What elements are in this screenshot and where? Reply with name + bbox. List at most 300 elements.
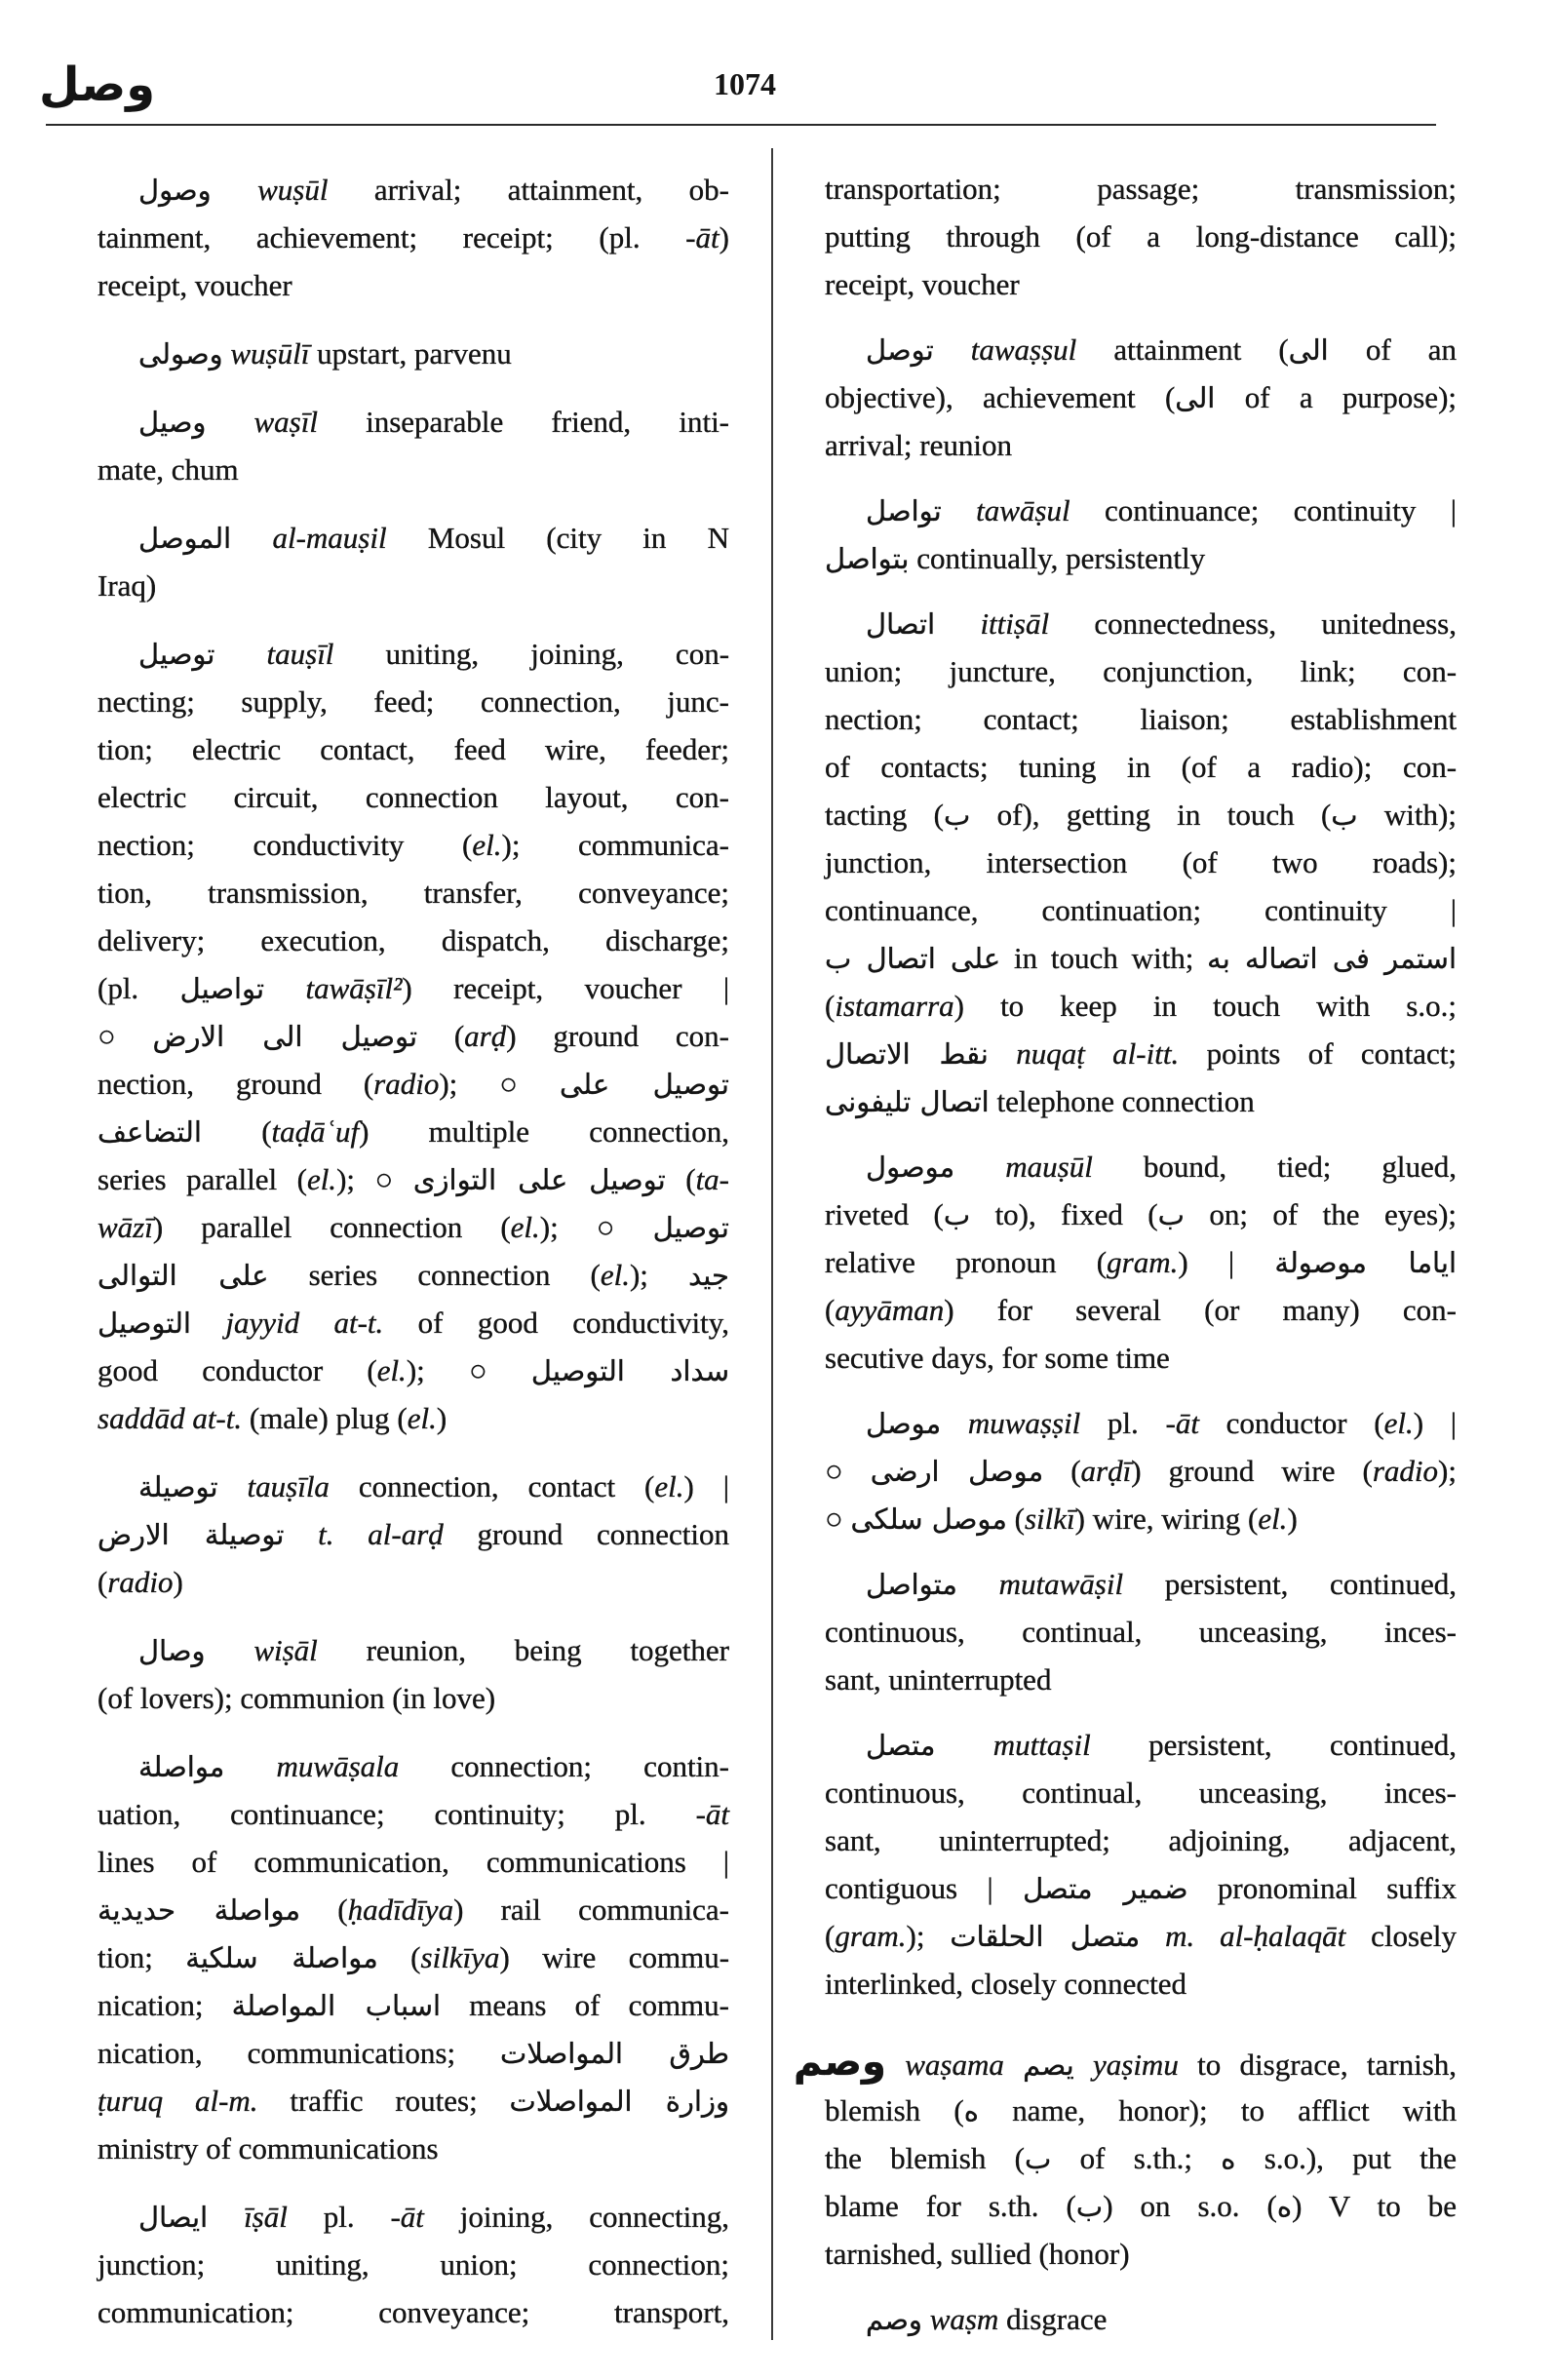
entry-line <box>97 214 729 261</box>
dictionary-entry <box>825 1399 1457 1542</box>
entry-line <box>97 1510 729 1558</box>
line-text <box>825 1030 1457 1078</box>
entry-line <box>825 1334 1457 1382</box>
transliteration: ayyāman <box>835 1293 945 1327</box>
text-run: good conductor ( <box>97 1353 377 1387</box>
arabic-term: الى <box>1175 381 1216 414</box>
text-run: ground connection <box>443 1517 730 1551</box>
dictionary-entry <box>825 487 1457 582</box>
arabic-term: توصيلة الارض <box>97 1518 285 1551</box>
line-text <box>794 2039 1457 2089</box>
left-column <box>97 166 729 2336</box>
entry-line <box>825 373 1457 421</box>
text-run: ) <box>1287 1502 1298 1536</box>
running-head-root-word: وصل <box>39 58 156 112</box>
arabic-term: ايصال <box>138 2201 209 2234</box>
arabic-term: ب <box>1157 1198 1185 1231</box>
arabic-term: وصال <box>138 1634 206 1667</box>
arabic-term: التضاعف <box>97 1115 202 1149</box>
line-text <box>97 1346 729 1395</box>
transliteration: arḍ <box>464 1019 507 1053</box>
transliteration: -āt <box>390 2200 424 2234</box>
transliteration: t. al-arḍ <box>318 1517 444 1551</box>
text-run: riveted ( <box>825 1197 944 1231</box>
line-text <box>866 1399 1457 1448</box>
transliteration: muttaṣil <box>992 1728 1091 1762</box>
dictionary-entry <box>97 1742 729 2172</box>
dictionary-entry <box>97 166 729 309</box>
text-run: means of commu- <box>441 1988 729 2022</box>
text-run: connectedness, unitedness, <box>1049 606 1457 641</box>
text-run: series parallel ( <box>97 1162 307 1196</box>
text-run: continuance; continuity | <box>1070 493 1457 527</box>
text-run: ( <box>377 1940 421 1974</box>
line-text <box>825 1334 1170 1382</box>
line-text <box>97 1933 729 1982</box>
transliteration: tauṣīla <box>247 1469 330 1503</box>
text-run: ( <box>300 1892 348 1927</box>
line-text <box>825 260 1020 308</box>
text-run: relative pronoun ( <box>825 1245 1108 1279</box>
entry-line <box>138 1626 729 1674</box>
entry-line <box>825 260 1457 308</box>
arabic-term: مواصلة سلكية <box>185 1941 378 1974</box>
transliteration: gram. <box>835 1919 907 1953</box>
transliteration: gram. <box>1107 1245 1179 1279</box>
transliteration: muwāṣala <box>276 1749 400 1783</box>
entry-line <box>97 2125 729 2172</box>
line-text <box>825 2230 1130 2278</box>
entry-line <box>866 2295 1457 2343</box>
entry-line <box>825 886 1457 934</box>
line-text <box>825 2134 1457 2183</box>
line-text <box>97 1790 729 1838</box>
arabic-term: وصيل <box>138 406 207 439</box>
text-run: ( <box>825 989 836 1023</box>
entry-line <box>97 2288 729 2336</box>
arabic-term: يصم <box>1023 2048 1074 2082</box>
entry-line <box>825 2182 1457 2230</box>
text-run: ); ○ <box>336 1162 413 1196</box>
text-run: nection; conductivity ( <box>97 828 473 862</box>
text-run: on; of the eyes); <box>1184 1197 1457 1231</box>
transliteration: saddād at-t. <box>97 1401 243 1435</box>
arabic-term: نقط الاتصال <box>825 1037 989 1071</box>
transliteration: tawaṣṣul <box>970 332 1077 367</box>
text-run: persistent, continued, <box>1123 1567 1457 1601</box>
text-run: ( <box>1043 1454 1081 1488</box>
entry-line <box>97 917 729 964</box>
text-run: ); ○ <box>439 1067 561 1101</box>
text-run: receipt, voucher <box>825 267 1020 301</box>
transliteration: silkīya <box>420 1940 500 1974</box>
entry-line <box>825 1864 1457 1912</box>
text-run: lines of communication, communications | <box>97 1845 729 1879</box>
text-run: with); <box>1357 798 1457 832</box>
entry-line <box>825 1816 1457 1864</box>
transliteration: el. <box>1383 1406 1414 1440</box>
line-text <box>97 1251 729 1300</box>
text-run: electric circuit, connection layout, con- <box>97 780 730 814</box>
arabic-term: تواصل <box>866 494 942 527</box>
entry-line <box>825 1495 1457 1542</box>
header-rule <box>46 124 1436 126</box>
line-text <box>825 534 1205 583</box>
transliteration: radio <box>1372 1454 1439 1488</box>
text-run: in touch with; <box>1000 941 1208 975</box>
line-text <box>138 398 729 447</box>
line-text <box>866 2295 1107 2344</box>
text-run: tion, transmission, transfer, conveyance; <box>97 876 729 910</box>
text-run: inseparable friend, inti- <box>317 405 729 439</box>
entry-line <box>97 1108 729 1155</box>
line-text <box>97 1674 495 1722</box>
entry-line <box>825 2134 1457 2182</box>
transliteration: -āt <box>685 220 720 254</box>
text-run: ); <box>906 1919 951 1953</box>
text-run: persistent, continued, <box>1090 1728 1458 1762</box>
arabic-term: بتواصل <box>825 542 910 575</box>
transliteration: muwaṣṣil <box>967 1406 1081 1440</box>
entry-line <box>138 1742 729 1790</box>
text-run: ( <box>97 1565 108 1599</box>
text-run: pronominal suffix <box>1187 1871 1458 1905</box>
text-run: continuous, continual, unceasing, inces- <box>825 1775 1457 1810</box>
dictionary-entry <box>825 165 1457 308</box>
arabic-term: وصم <box>866 2303 922 2336</box>
dictionary-entry <box>825 326 1457 469</box>
entry-line <box>97 1203 729 1251</box>
text-run: upstart, parvenu <box>309 336 512 371</box>
line-text <box>825 1656 1051 1703</box>
entry-line <box>825 743 1457 791</box>
line-text <box>825 165 1457 213</box>
entry-line <box>97 1558 729 1606</box>
dictionary-entry <box>825 1560 1457 1703</box>
entry-line <box>97 678 729 725</box>
dictionary-entry <box>97 1626 729 1722</box>
text-run: Mosul (city in N <box>386 521 730 555</box>
transliteration: tawāṣīl² <box>305 971 403 1005</box>
transliteration: waṣm <box>929 2302 999 2336</box>
dictionary-entry <box>97 514 729 609</box>
entry-line <box>97 1394 729 1442</box>
arabic-term: جيد <box>688 1259 729 1292</box>
arabic-term: توصيل <box>138 638 215 671</box>
arabic-term: توصل <box>866 333 934 367</box>
line-text <box>97 1108 729 1156</box>
line-text <box>825 373 1457 422</box>
entry-line <box>97 1886 729 1933</box>
transliteration: el. <box>306 1162 337 1196</box>
line-text <box>825 1077 1255 1126</box>
text-run: ); communica- <box>501 828 729 862</box>
text-run: connection, contact ( <box>329 1469 655 1503</box>
entry-line <box>97 1251 729 1299</box>
text-run: ) to keep in touch with s.o.; <box>953 989 1457 1023</box>
text-run: bound, tied; glued, <box>1092 1150 1457 1184</box>
entry-line <box>866 1721 1457 1769</box>
line-text <box>138 1626 729 1675</box>
arabic-term: ب <box>944 799 971 832</box>
arabic-term: ب <box>943 1198 971 1231</box>
text-run: of contacts; tuning in (of a radio); con- <box>825 750 1458 784</box>
line-text <box>866 1143 1457 1191</box>
text-run: tainment, achievement; receipt; (pl. <box>97 220 686 254</box>
text-run: ( <box>825 1919 836 1953</box>
line-text <box>97 1012 729 1061</box>
text-run: ( <box>417 1019 465 1053</box>
text-run: ) rail communica- <box>453 1892 730 1927</box>
transliteration: wuṣūl <box>257 173 329 207</box>
transliteration: el. <box>600 1258 630 1292</box>
entry-line <box>825 534 1457 582</box>
arabic-term: طرق المواصلات <box>500 2037 729 2070</box>
text-run: junction, intersection (of two roads); <box>825 845 1457 879</box>
text-run: Iraq) <box>97 568 157 603</box>
transliteration: radio <box>107 1565 174 1599</box>
arabic-term: ه <box>1221 2142 1236 2175</box>
line-text <box>825 743 1457 791</box>
text-run: secutive days, for some time <box>825 1341 1170 1375</box>
text-run: uation, continuance; continuity; pl. <box>97 1797 696 1831</box>
arabic-term: توصيل <box>652 1211 729 1244</box>
transliteration: ta- <box>695 1162 729 1196</box>
text-run: union; juncture, conjunction, link; con- <box>825 654 1458 688</box>
entry-line <box>825 982 1457 1030</box>
text-run: pl. <box>287 2200 391 2234</box>
line-text <box>825 2182 1457 2231</box>
arabic-term: موصل ارضى <box>870 1455 1044 1488</box>
text-run: ( <box>825 1293 836 1327</box>
entry-line <box>866 1399 1457 1447</box>
arabic-term: اسباب المواصلة <box>231 1989 442 2022</box>
entry-line <box>97 1838 729 1886</box>
arabic-term: توصيل على التوازى <box>412 1163 666 1196</box>
transliteration: arḍī <box>1080 1454 1132 1488</box>
line-text <box>97 562 156 609</box>
transliteration: ḥadīdīya <box>347 1892 454 1927</box>
entry-line <box>97 1012 729 1060</box>
text-run: sant, uninterrupted; adjoining, adjacent, <box>825 1823 1457 1857</box>
entry-line <box>825 647 1457 695</box>
entry-line <box>97 1981 729 2029</box>
line-text <box>825 1864 1457 1913</box>
text-run: of a purpose); <box>1215 380 1458 414</box>
entry-line <box>825 934 1457 982</box>
text-run: telephone connection <box>989 1084 1255 1118</box>
dictionary-entry <box>97 1463 729 1606</box>
line-text <box>97 725 729 773</box>
text-run: mate, chum <box>97 452 239 487</box>
text-run: points of contact; <box>1179 1036 1458 1071</box>
text-run: of s.th.; <box>1051 2141 1222 2175</box>
arabic-term: توصيلة <box>138 1470 218 1503</box>
entry-line <box>825 839 1457 886</box>
transliteration: īṣāl <box>244 2200 288 2234</box>
text-run: ) | <box>1178 1245 1275 1279</box>
text-run: closely <box>1345 1919 1457 1953</box>
entry-line <box>97 1299 729 1346</box>
entry-line <box>138 330 729 377</box>
arabic-term: اياما موصولة <box>1274 1246 1457 1279</box>
line-text <box>138 1463 729 1511</box>
line-text <box>97 821 729 869</box>
entry-line <box>97 1933 729 1981</box>
line-text <box>825 1286 1457 1334</box>
text-run: tion; <box>97 1940 186 1974</box>
transliteration: wiṣāl <box>253 1633 318 1667</box>
text-run: to disgrace, tarnish, <box>1178 2048 1458 2082</box>
text-run: receipt, voucher <box>97 268 292 302</box>
line-text <box>825 1238 1457 1287</box>
entry-line <box>825 1030 1457 1077</box>
text-run: ) on s.o. ( <box>1103 2189 1277 2223</box>
arabic-term: على التوالى <box>97 1259 269 1292</box>
text-run: nection; contact; liaison; establishment <box>825 702 1457 736</box>
transliteration: mauṣūl <box>1005 1150 1093 1184</box>
entry-line <box>825 1960 1457 2008</box>
entry-line <box>825 695 1457 743</box>
entry-line <box>825 1608 1457 1656</box>
text-run: ) multiple connection, <box>359 1114 729 1149</box>
dictionary-entry <box>794 2039 1458 2278</box>
text-run: reunion, being together <box>317 1633 729 1667</box>
arabic-term: ه <box>1276 2190 1293 2223</box>
text-run: ) wire commu- <box>499 1940 730 1974</box>
transliteration: radio <box>373 1067 440 1101</box>
text-run: to), fixed ( <box>970 1197 1158 1231</box>
entry-line <box>825 1769 1457 1816</box>
entry-line <box>866 1560 1457 1608</box>
transliteration: nuqaṭ al-itt. <box>1016 1036 1180 1071</box>
transliteration: ittiṣāl <box>980 606 1050 641</box>
arabic-term: وصول <box>138 174 212 207</box>
transliteration: waṣama <box>905 2048 1004 2082</box>
line-text <box>825 1960 1186 2008</box>
line-text <box>97 1203 729 1252</box>
text-run: ○ <box>825 1454 871 1488</box>
line-text <box>866 1560 1457 1609</box>
transliteration: waṣīl <box>253 405 318 439</box>
text-run: of good conductivity, <box>383 1306 729 1340</box>
transliteration: -āt <box>1165 1406 1199 1440</box>
line-text <box>97 2077 729 2126</box>
text-run: of an <box>1328 332 1458 367</box>
text-run: tacting ( <box>825 798 945 832</box>
line-text <box>866 326 1457 374</box>
text-run: tarnished, sullied (honor) <box>825 2237 1130 2271</box>
entry-line <box>97 2029 729 2077</box>
entry-line <box>138 2193 729 2241</box>
text-run: name, honor); to afflict with <box>978 2093 1458 2127</box>
line-text <box>825 695 1457 743</box>
text-run: connection; contin- <box>399 1749 729 1783</box>
text-run: ); ○ <box>406 1353 531 1387</box>
transliteration: wāzī <box>97 1210 153 1244</box>
text-run: objective), achievement ( <box>825 380 1176 414</box>
line-text <box>138 514 729 563</box>
entry-line <box>138 630 729 678</box>
text-run: continually, persistently <box>909 541 1206 575</box>
text-run: series connection ( <box>268 1258 601 1292</box>
text-run: ) | <box>1413 1406 1457 1440</box>
text-run: arrival; reunion <box>825 428 1012 462</box>
text-run: nication, communications; <box>97 2036 501 2070</box>
text-run: ○ <box>825 1502 851 1536</box>
text-run: junction; uniting, union; connection; <box>97 2247 730 2282</box>
line-text <box>866 487 1457 535</box>
entry-line <box>138 398 729 446</box>
line-text <box>825 1495 1298 1543</box>
transliteration: el. <box>1258 1502 1288 1536</box>
transliteration: tauṣīl <box>266 637 334 671</box>
dictionary-entry <box>97 330 729 377</box>
arabic-term: موصل <box>866 1407 942 1440</box>
line-text <box>825 1190 1457 1239</box>
transliteration: ṭuruq al-m. <box>97 2084 258 2118</box>
text-run: delivery; execution, dispatch, discharge; <box>97 923 729 957</box>
arabic-term: مواصلة <box>138 1750 225 1783</box>
transliteration: el. <box>472 828 502 862</box>
text-run: continuous, continual, unceasing, inces- <box>825 1615 1457 1649</box>
transliteration: yaṣimu <box>1093 2048 1179 2082</box>
entry-line <box>97 725 729 773</box>
entry-line <box>825 1447 1457 1495</box>
text-run: (of lovers); communion (in love) <box>97 1681 496 1715</box>
line-text <box>97 964 729 1013</box>
entry-line <box>794 2039 1457 2087</box>
line-text <box>97 1558 183 1606</box>
entry-line <box>866 1143 1457 1190</box>
arabic-term: اتصال <box>866 607 936 641</box>
arabic-term: استمر فى اتصاله به <box>1207 942 1458 975</box>
line-text <box>97 917 729 964</box>
line-text <box>97 1299 729 1347</box>
text-run: ) receipt, voucher | <box>402 971 730 1005</box>
entry-line <box>97 446 729 493</box>
line-text <box>97 1886 729 1934</box>
arabic-term: اتصال تليفونى <box>825 1085 990 1118</box>
text-run: arrival; attainment, ob- <box>328 173 729 207</box>
text-run: traffic routes; <box>257 2084 510 2118</box>
text-run: ( <box>1006 1502 1025 1536</box>
entry-line <box>866 600 1457 647</box>
line-text <box>138 630 729 679</box>
arabic-term: متصل الحلقات <box>950 1920 1141 1953</box>
arabic-term: على اتصال ب <box>825 942 1001 975</box>
entry-line <box>97 261 729 309</box>
arabic-term: مواصلة حديدية <box>97 1893 301 1927</box>
line-text <box>97 2241 729 2288</box>
dictionary-entry <box>97 2193 729 2336</box>
text-run: blame for s.th. ( <box>825 2189 1076 2223</box>
entry-line <box>866 326 1457 373</box>
transliteration: istamarra <box>835 989 954 1023</box>
entry-line <box>866 487 1457 534</box>
text-run: contiguous | <box>825 1871 1024 1905</box>
entry-line <box>825 1286 1457 1334</box>
text-run: nication; <box>97 1988 232 2022</box>
text-run: of), getting in touch ( <box>970 798 1332 832</box>
line-text <box>825 213 1457 260</box>
transliteration: jayyid at-t. <box>225 1306 384 1340</box>
arabic-term: ب <box>1075 2190 1104 2223</box>
text-run: ( <box>201 1114 272 1149</box>
transliteration: el. <box>510 1210 540 1244</box>
line-text <box>866 1721 1457 1770</box>
dictionary-entry <box>825 600 1457 1125</box>
